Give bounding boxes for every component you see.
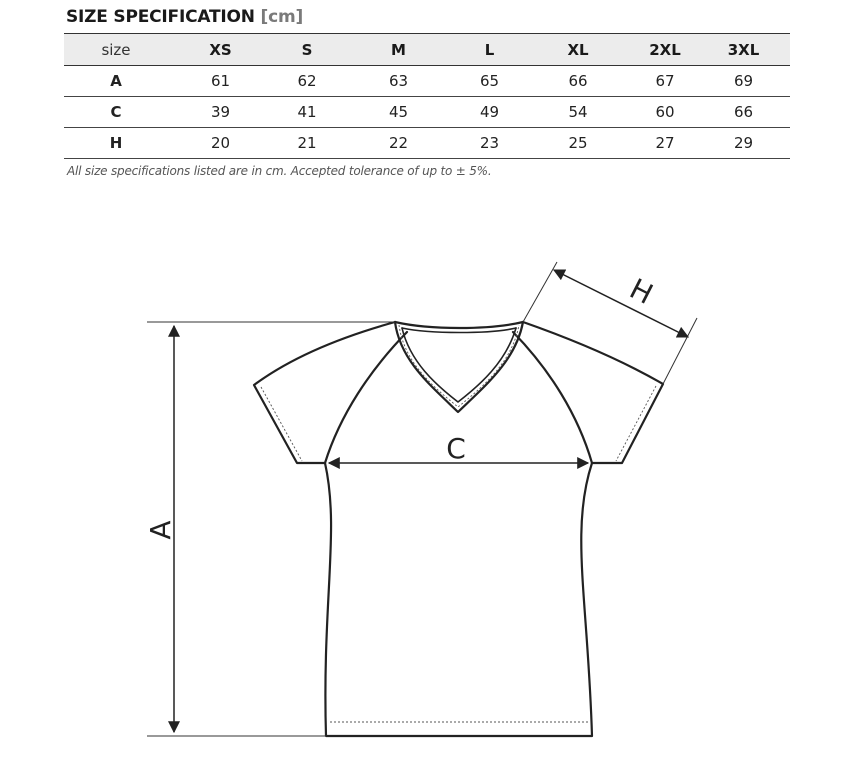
table-cell: 23 — [456, 128, 523, 159]
table-cell: 49 — [456, 97, 523, 128]
table-cell: 54 — [523, 97, 633, 128]
tshirt-body — [325, 463, 592, 736]
measurement-h — [523, 262, 697, 384]
table-cell: 45 — [341, 97, 456, 128]
table-cell: 20 — [168, 128, 273, 159]
row-label: H — [64, 128, 168, 159]
header-size: XL — [523, 34, 633, 66]
header-size-label: size — [64, 34, 168, 66]
title-unit: [cm] — [260, 7, 304, 27]
table-cell: 39 — [168, 97, 273, 128]
right-sleeve — [523, 322, 663, 463]
table-cell: 63 — [341, 66, 456, 97]
left-sleeve — [254, 322, 395, 463]
label-h: H — [624, 272, 659, 312]
table-cell: 25 — [523, 128, 633, 159]
table-cell: 41 — [273, 97, 341, 128]
table-cell: 62 — [273, 66, 341, 97]
table-cell: 61 — [168, 66, 273, 97]
measurement-c — [329, 432, 588, 465]
table-cell: 27 — [633, 128, 697, 159]
stitching — [261, 325, 656, 722]
label-c: C — [446, 432, 466, 465]
row-label: C — [64, 97, 168, 128]
header-size: 3XL — [697, 34, 790, 66]
measurement-a — [144, 322, 395, 736]
tolerance-note: All size specifications listed are in cm. Accepted tolerance of up to ± 5%. — [67, 164, 492, 178]
header-size: XS — [168, 34, 273, 66]
table-cell: 66 — [523, 66, 633, 97]
raglan-seam-left — [325, 332, 407, 463]
table-cell: 60 — [633, 97, 697, 128]
table-cell: 69 — [697, 66, 790, 97]
shoulder-line — [395, 322, 523, 328]
tshirt-outline — [254, 322, 663, 736]
table-cell: 67 — [633, 66, 697, 97]
header-size: M — [341, 34, 456, 66]
neckline — [395, 322, 523, 412]
raglan-seam-right — [513, 332, 592, 463]
title-main: SIZE SPECIFICATION — [66, 7, 255, 27]
table-cell: 22 — [341, 128, 456, 159]
row-label: A — [64, 66, 168, 97]
table-cell: 21 — [273, 128, 341, 159]
neckline-inner — [402, 328, 516, 402]
table-cell: 66 — [697, 97, 790, 128]
header-size: L — [456, 34, 523, 66]
header-size: S — [273, 34, 341, 66]
table-cell: 65 — [456, 66, 523, 97]
label-a: A — [144, 520, 177, 540]
table-cell: 29 — [697, 128, 790, 159]
header-size: 2XL — [633, 34, 697, 66]
